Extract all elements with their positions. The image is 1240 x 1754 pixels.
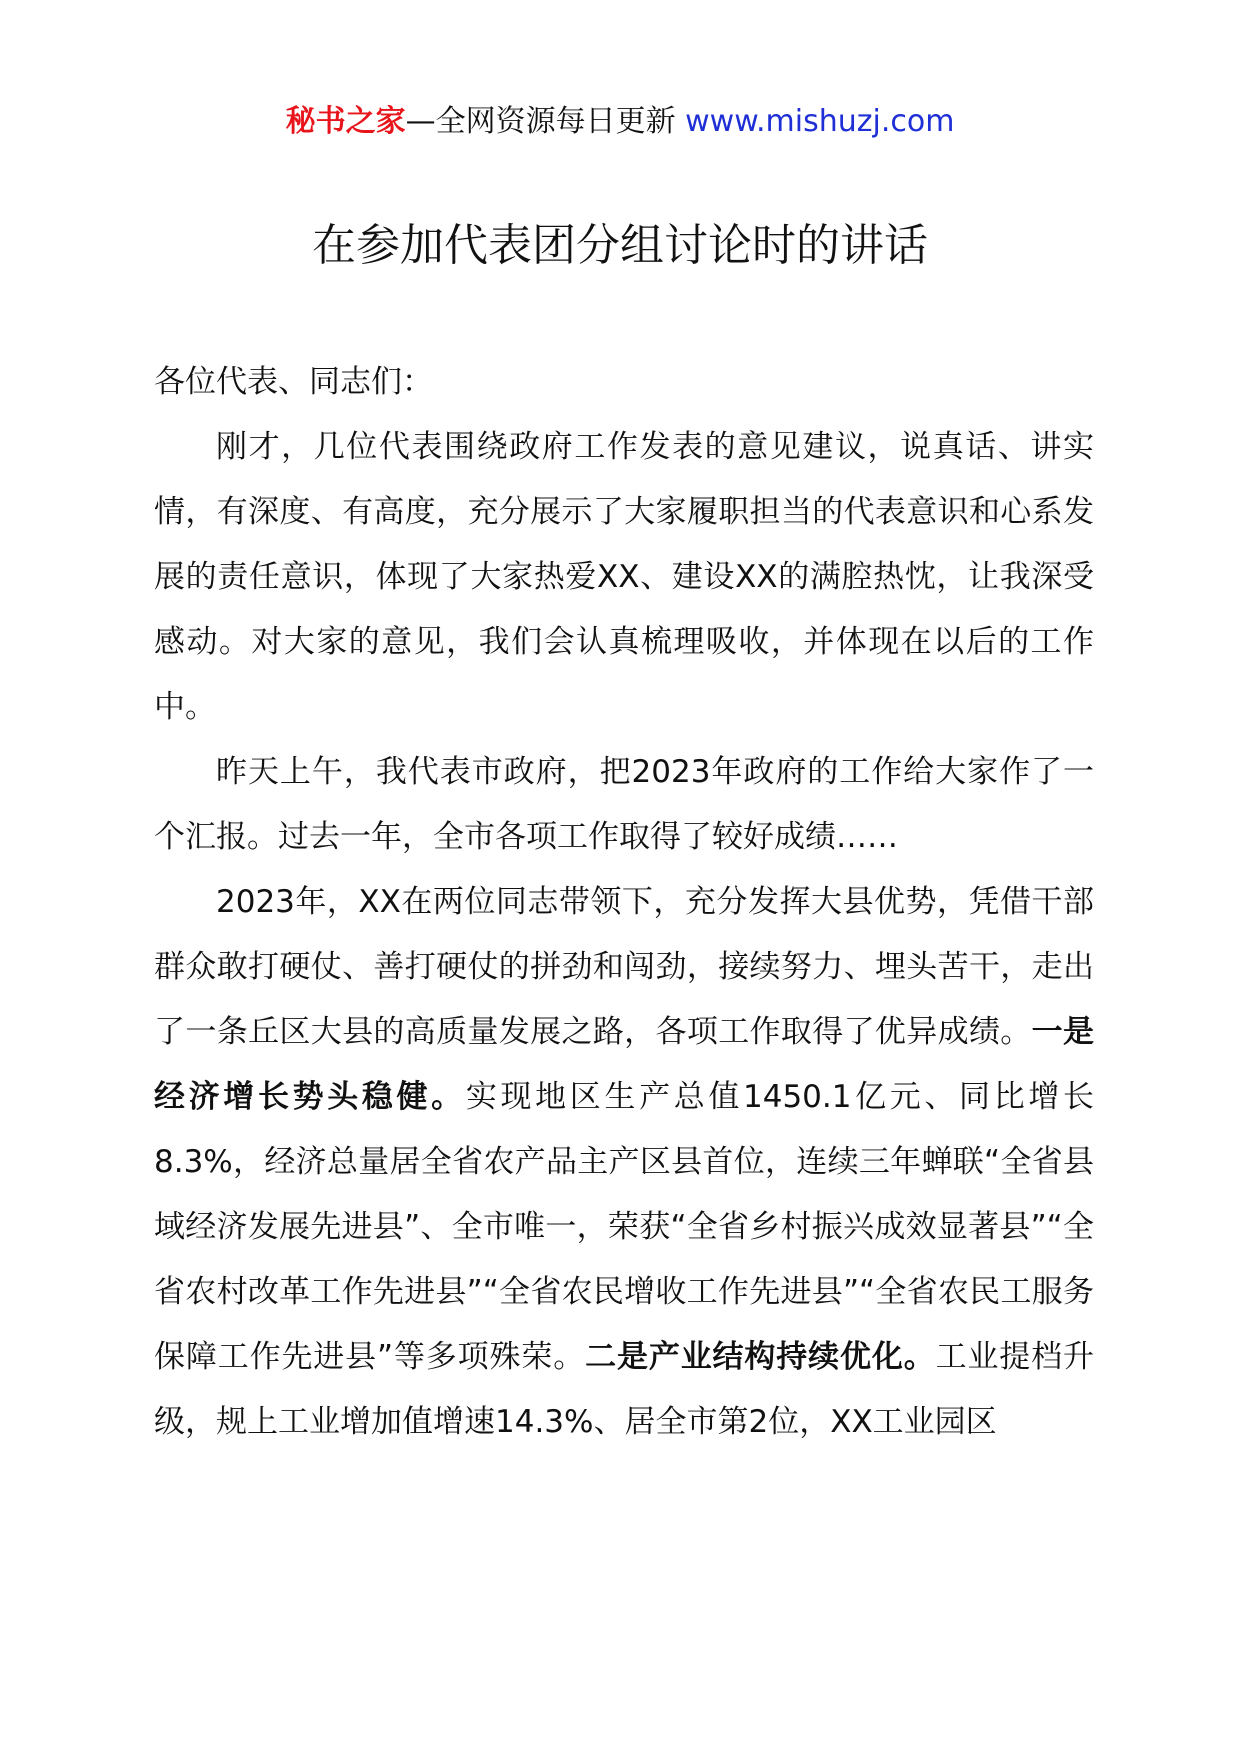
document-title: 在参加代表团分组讨论时的讲话 <box>312 220 928 271</box>
paragraph-2 <box>154 740 1094 870</box>
site-url-link[interactable]: www.mishuzj.com <box>685 104 955 139</box>
brand-name: 秘书之家 <box>285 104 406 139</box>
salutation: 各位代表、同志们： <box>154 364 433 400</box>
paragraph-text: 昨天上午，我代表市政府，把2023年政府的工作给大家作了一个汇报。过去一年，全市各项工作取得了较好成绩…… <box>154 754 1094 855</box>
paragraph-text: 刚才，几位代表围绕政府工作发表的意见建议，说真话、讲实情，有深度、有高度，充分展示了大家履职担当的代表意识和心系发展的责任意识，体现了大家热爱XX、建设XX的满腔热忱，让我深受感动。对大家的意见，我们会认真梳理吸收，并体现在以后的工作中。 <box>154 429 1094 725</box>
document-body <box>154 350 1094 1455</box>
paragraph-text: 2023年，XX在两位同志带领下，充分发挥大县优势，凭借干部群众敢打硬仗、善打硬仗的拼劲和闯劲，接续努力、埋头苦干，走出了一条丘区大县的高质量发展之路，各项工作取得了优异成绩。 <box>154 884 1094 1050</box>
paragraph-text: 工业提档升级，规上工业增加值增速14.3%、居全市第2位，XX工业园区 <box>154 1339 1095 1440</box>
paragraph-1 <box>154 415 1094 740</box>
bold-heading-industrial-structure: 二是产业结构持续优化。 <box>585 1339 936 1375</box>
header-tagline: —全网资源每日更新 <box>405 104 686 139</box>
paragraph-3 <box>154 870 1094 1455</box>
bold-heading-economic-growth: 一是经济增长势头稳健。 <box>154 1014 1095 1115</box>
site-header <box>0 100 1240 144</box>
paragraph-text: 实现地区生产总值1450.1亿元、同比增长8.3%，经济总量居全省农产品主产区县首位，连续三年蝉联“全省县域经济发展先进县”、全市唯一，荣获“全省乡村振兴成效显著县”“全省农村改革工作先进县”“全省农民增收工作先进县”“全省农民工服务保障工作先进县”等多项殊荣。 <box>154 1079 1095 1375</box>
